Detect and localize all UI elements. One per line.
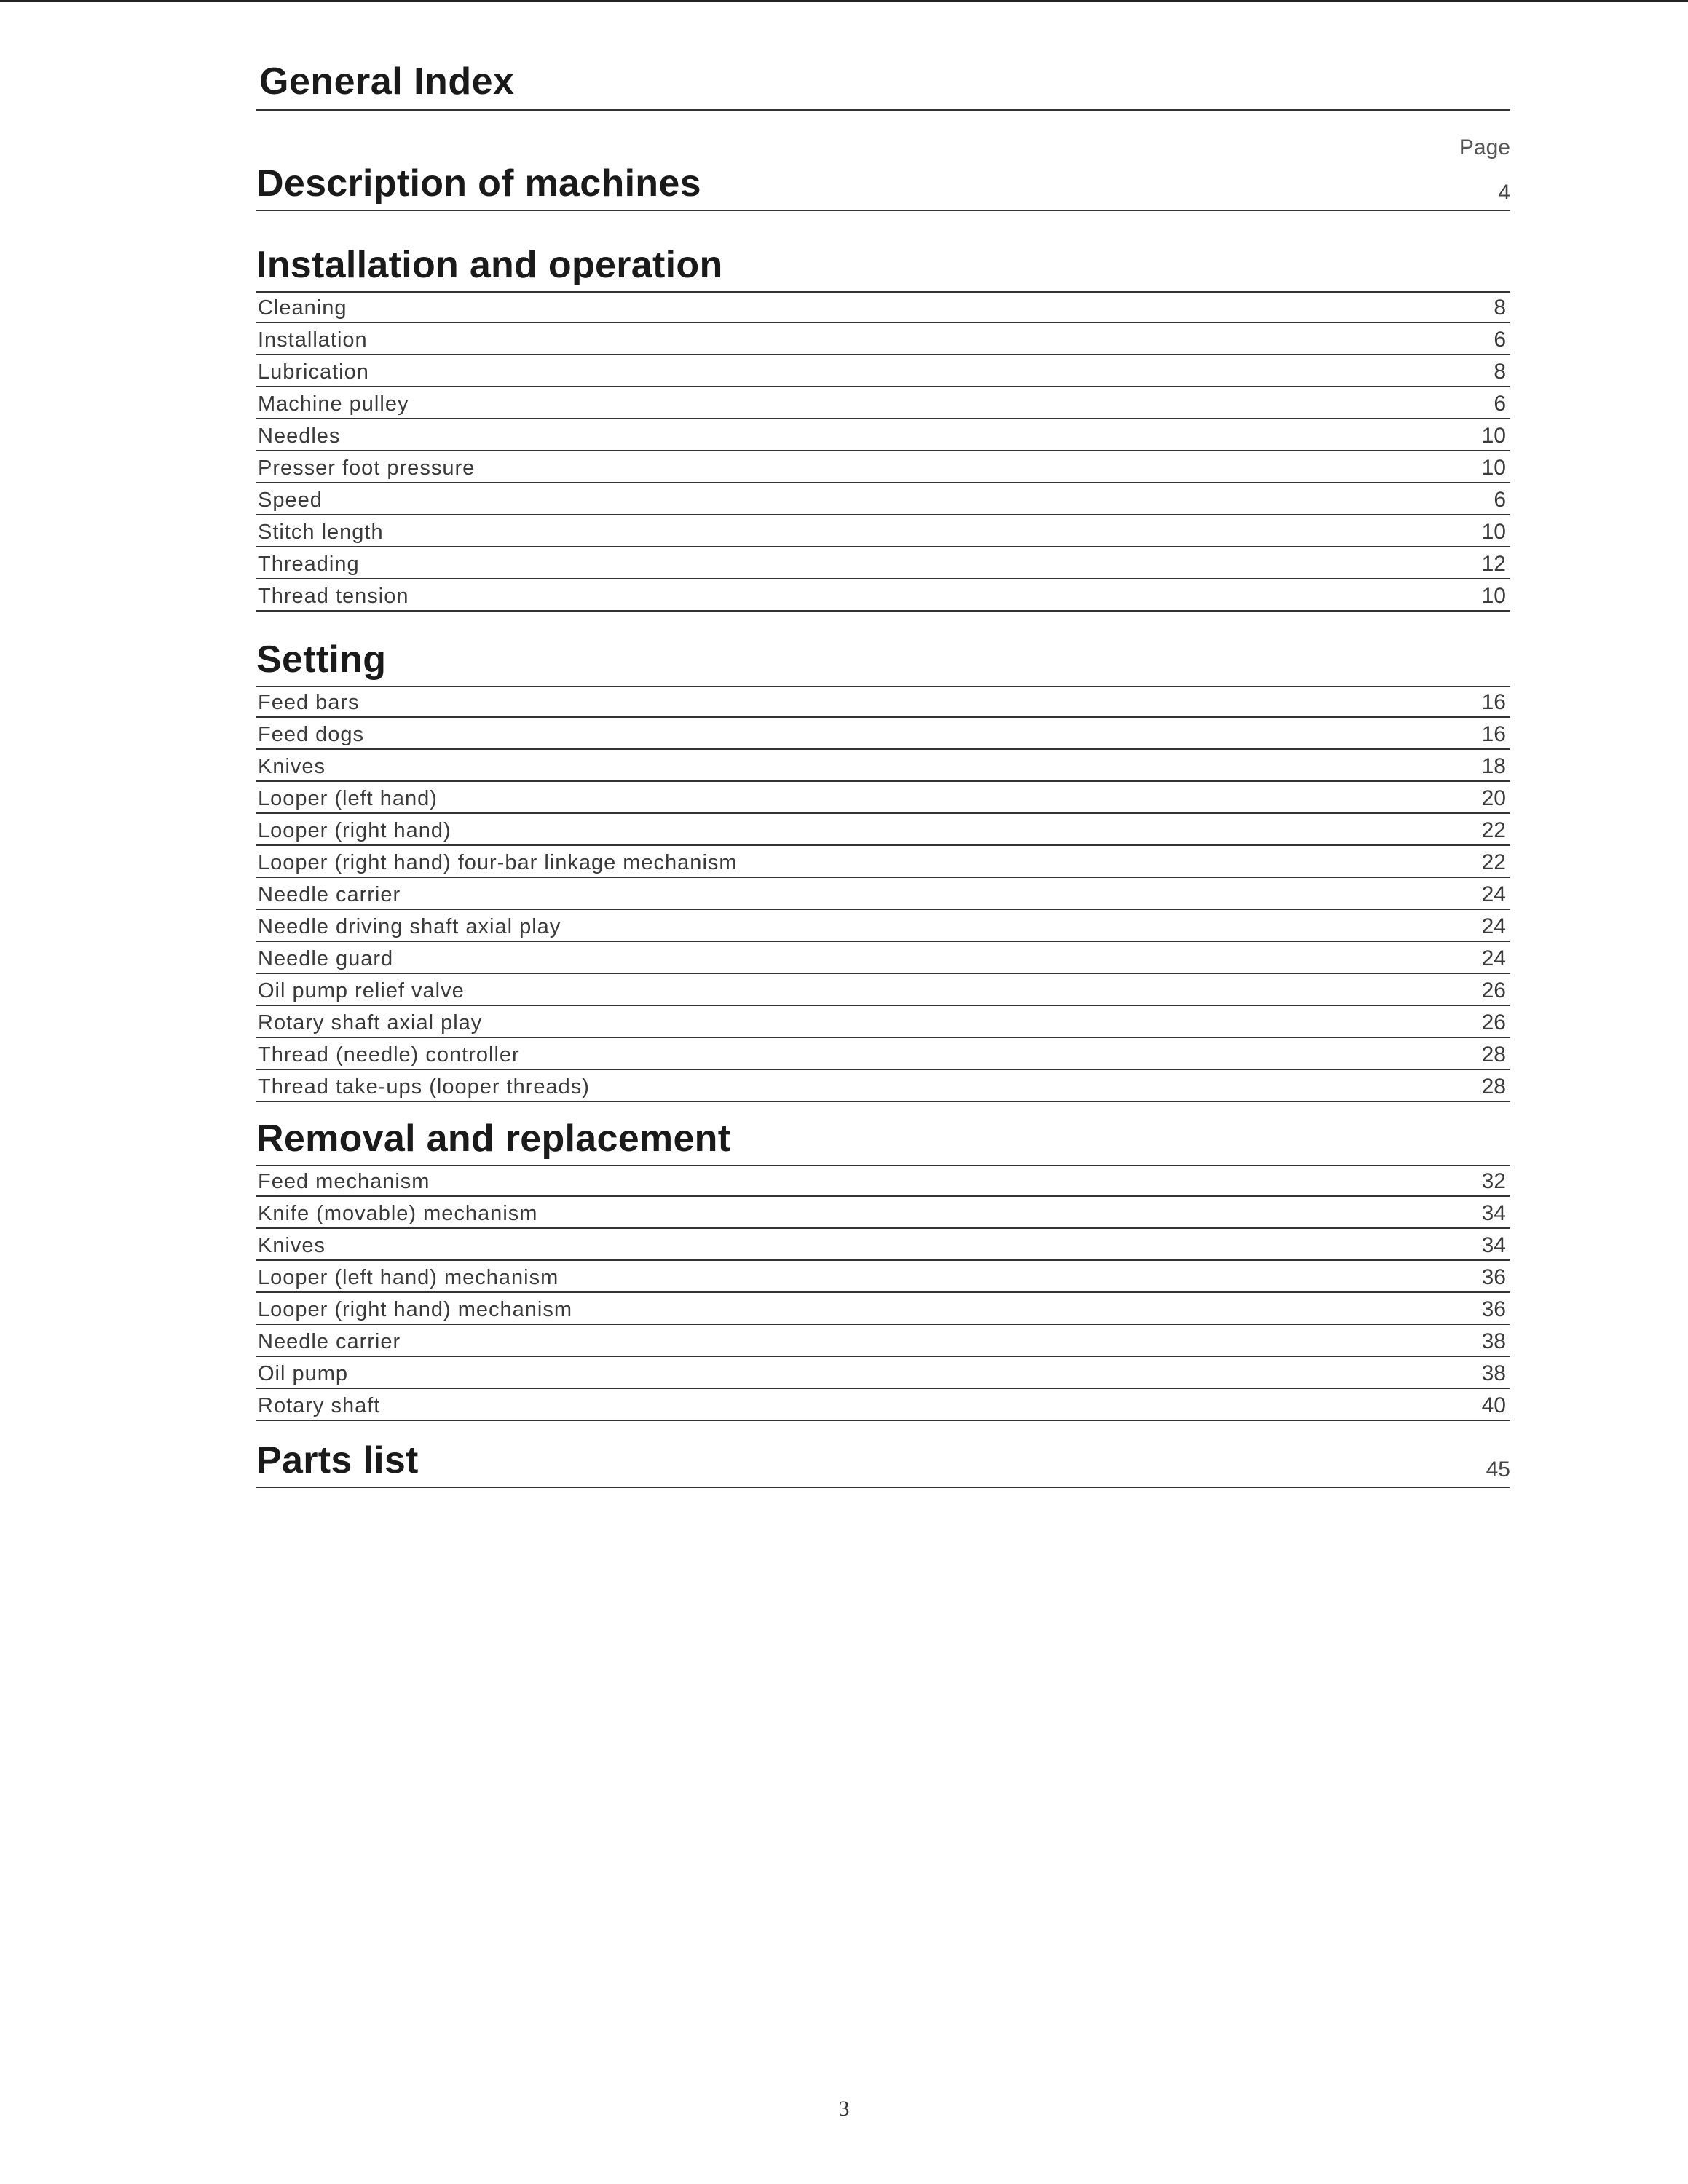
- index-entry[interactable]: [256, 1197, 1510, 1229]
- entry-label: Oil pump: [258, 1362, 349, 1385]
- index-entry[interactable]: [256, 942, 1510, 974]
- entry-label: Machine pulley: [258, 392, 409, 416]
- entries-installation-and-operation: [256, 291, 1510, 612]
- index-entry[interactable]: [256, 483, 1510, 515]
- title-rule: [256, 109, 1510, 111]
- index-entry[interactable]: [256, 1357, 1510, 1389]
- section-page-number: 45: [1486, 1457, 1510, 1481]
- section-description-of-machines: [256, 162, 1516, 211]
- entry-label: Knives: [258, 755, 326, 778]
- entry-label: Looper (right hand): [258, 819, 451, 842]
- entry-page-number: 16: [1481, 722, 1506, 746]
- entry-page-number: 20: [1481, 786, 1506, 810]
- entry-page-number: 32: [1481, 1169, 1506, 1193]
- index-entry[interactable]: [256, 419, 1510, 451]
- entry-label: Looper (right hand) mechanism: [258, 1298, 572, 1321]
- entry-page-number: 6: [1494, 392, 1506, 416]
- entry-page-number: 24: [1481, 914, 1506, 938]
- entry-page-number: 26: [1481, 1010, 1506, 1034]
- entry-label: Threading: [258, 553, 360, 576]
- index-entry[interactable]: [256, 451, 1510, 483]
- index-entry[interactable]: [256, 323, 1510, 355]
- entry-page-number: 24: [1481, 882, 1506, 906]
- section-page-number: 4: [1498, 181, 1510, 205]
- entry-page-number: 26: [1481, 978, 1506, 1002]
- entry-page-number: 40: [1481, 1393, 1506, 1417]
- entry-label: Rotary shaft axial play: [258, 1011, 483, 1034]
- entry-label: Thread tension: [258, 585, 409, 608]
- page-title: General Index: [259, 60, 515, 103]
- entry-page-number: 8: [1494, 360, 1506, 384]
- entry-label: Needle carrier: [258, 1330, 401, 1353]
- index-entry[interactable]: [256, 291, 1510, 323]
- section-title: Description of machines: [256, 162, 701, 205]
- entry-label: Knives: [258, 1234, 326, 1257]
- section-title: Setting: [256, 638, 387, 681]
- index-entry[interactable]: [256, 910, 1510, 942]
- entry-label: Needle carrier: [258, 883, 401, 906]
- entry-label: Feed bars: [258, 691, 360, 714]
- entry-label: Feed dogs: [258, 723, 365, 746]
- index-entry[interactable]: [256, 387, 1510, 419]
- entry-label: Oil pump relief valve: [258, 979, 465, 1002]
- entry-label: Lubrication: [258, 360, 369, 384]
- entry-page-number: 10: [1481, 520, 1506, 544]
- entries-removal-and-replacement: [256, 1165, 1510, 1421]
- entry-label: Looper (right hand) four-bar linkage mechanism: [258, 851, 738, 874]
- index-entry[interactable]: [256, 1389, 1510, 1421]
- entry-label: Looper (left hand): [258, 787, 438, 810]
- entry-page-number: 38: [1481, 1329, 1506, 1353]
- entry-label: Thread take-ups (looper threads): [258, 1075, 590, 1099]
- entry-page-number: 10: [1481, 456, 1506, 480]
- entry-page-number: 16: [1481, 690, 1506, 714]
- entry-label: Needles: [258, 424, 341, 448]
- entry-label: Knife (movable) mechanism: [258, 1202, 538, 1225]
- entry-page-number: 22: [1481, 818, 1506, 842]
- entry-page-number: 34: [1481, 1201, 1506, 1225]
- entry-page-number: 6: [1494, 488, 1506, 512]
- entry-label: Needle guard: [258, 947, 394, 970]
- entry-label: Speed: [258, 488, 323, 512]
- index-entry[interactable]: [256, 515, 1510, 547]
- entry-page-number: 6: [1494, 328, 1506, 352]
- index-entry[interactable]: [256, 782, 1510, 814]
- section-rule: [256, 1487, 1510, 1488]
- entry-page-number: 36: [1481, 1265, 1506, 1289]
- index-entry[interactable]: [256, 547, 1510, 579]
- section-removal-and-replacement: [256, 1117, 1516, 1166]
- index-entry[interactable]: [256, 750, 1510, 782]
- index-entry[interactable]: [256, 1325, 1510, 1357]
- index-entry[interactable]: [256, 355, 1510, 387]
- index-entry[interactable]: [256, 1229, 1510, 1261]
- entry-label: Installation: [258, 328, 368, 352]
- entry-page-number: 22: [1481, 850, 1506, 874]
- entry-page-number: 10: [1481, 424, 1506, 448]
- entry-page-number: 38: [1481, 1361, 1506, 1385]
- section-parts-list: [256, 1439, 1516, 1488]
- index-entry[interactable]: [256, 974, 1510, 1006]
- index-entry[interactable]: [256, 1070, 1510, 1102]
- entry-label: Thread (needle) controller: [258, 1043, 520, 1067]
- index-entry[interactable]: [256, 878, 1510, 910]
- index-entry[interactable]: [256, 1165, 1510, 1197]
- entry-page-number: 18: [1481, 754, 1506, 778]
- entry-label: Cleaning: [258, 296, 347, 320]
- section-installation-and-operation: [256, 243, 1516, 293]
- entry-label: Feed mechanism: [258, 1170, 430, 1193]
- section-title: Installation and operation: [256, 244, 723, 286]
- entry-page-number: 10: [1481, 584, 1506, 608]
- page-column-label: Page: [1459, 135, 1510, 159]
- top-border: [0, 0, 1688, 2]
- index-entry[interactable]: [256, 1006, 1510, 1038]
- index-entry[interactable]: [256, 686, 1510, 718]
- section-title: Removal and replacement: [256, 1117, 731, 1160]
- index-entry[interactable]: [256, 579, 1510, 612]
- entry-page-number: 34: [1481, 1233, 1506, 1257]
- footer-page-number: 3: [838, 2097, 850, 2121]
- section-title: Parts list: [256, 1439, 419, 1481]
- index-entry[interactable]: [256, 846, 1510, 878]
- section-rule: [256, 210, 1510, 211]
- index-entry[interactable]: [256, 814, 1510, 846]
- section-setting: [256, 638, 1516, 687]
- entry-label: Stitch length: [258, 521, 384, 544]
- entry-page-number: 28: [1481, 1042, 1506, 1067]
- index-entry[interactable]: [256, 1261, 1510, 1293]
- entry-page-number: 24: [1481, 946, 1506, 970]
- index-entry[interactable]: [256, 1293, 1510, 1325]
- entry-label: Rotary shaft: [258, 1394, 381, 1417]
- entry-page-number: 36: [1481, 1297, 1506, 1321]
- entries-setting: [256, 686, 1510, 1102]
- entry-label: Presser foot pressure: [258, 456, 476, 480]
- index-entry[interactable]: [256, 718, 1510, 750]
- entry-page-number: 12: [1481, 552, 1506, 576]
- entry-label: Looper (left hand) mechanism: [258, 1266, 559, 1289]
- entry-page-number: 28: [1481, 1075, 1506, 1099]
- entry-page-number: 8: [1494, 296, 1506, 320]
- entry-label: Needle driving shaft axial play: [258, 915, 561, 938]
- index-entry[interactable]: [256, 1038, 1510, 1070]
